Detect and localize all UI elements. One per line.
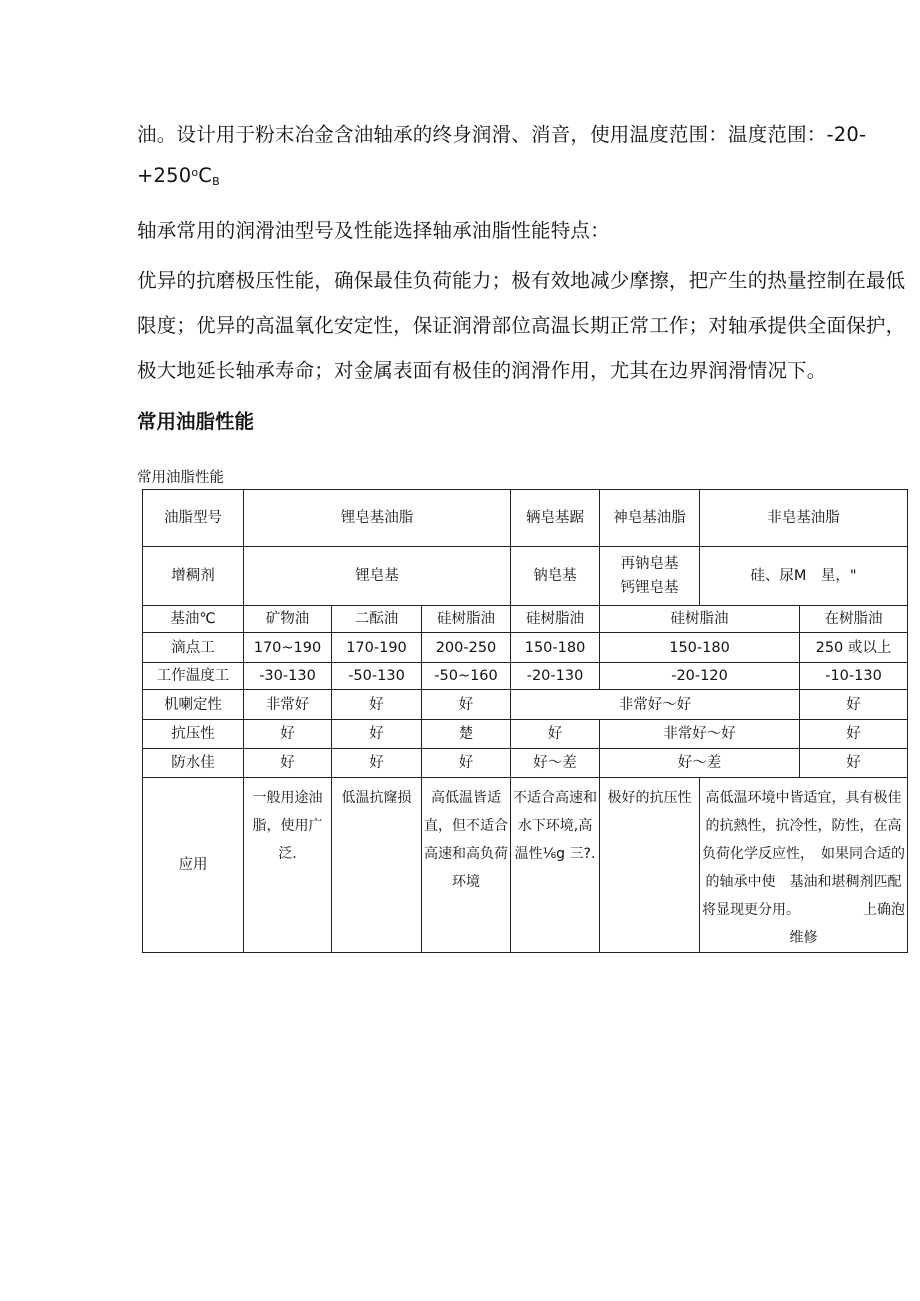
table-cell: 150-180 [511,633,600,663]
cell-thickener-composite [600,547,700,606]
table-cell: 极好的抗压性 [600,778,700,953]
table-cell: -50~160 [422,663,511,690]
degree-mark: o [191,166,199,179]
table-cell: 硅树脂油 [511,606,600,633]
row-label: 油脂型号 [143,490,244,547]
table-cell: -50-130 [332,663,422,690]
table-row-drop-point [143,633,908,663]
paragraph-features: 优异的抗磨极压性能，确保最佳负荷能力；极有效地减少摩擦，把产生的热量控制在最低限度；优异的高温氧化安定性，保证润滑部位高温长期正常工作；对轴承提供全面保护，极大地延长轴承寿命；对金属表面有极佳的润滑作用，尤其在边界润滑情况下。 [137,269,906,382]
table-cell: 好 [332,690,422,720]
table-cell: 好〜差 [600,749,800,778]
table-cell: 170-190 [332,633,422,663]
cell-thickener-non-soap: 硅、尿M 星，" [700,547,908,606]
row-label: 工作温度工 [143,663,244,690]
table-cell: 高低温环境中皆适宜，具有极佳的抗熱性，抗冷性，防性，在高负荷化学反应性， 如果同合适的的轴承中使 基油和堪稠剂匹配将显现更分用。 上确泡维修 [700,778,908,953]
row-label: 机喇定性 [143,690,244,720]
cell-thickener-sodium: 钠皂基 [511,547,600,606]
temperature-unit: C [198,164,213,187]
table-cell: 非常好〜好 [600,720,800,749]
row-label: 抗压性 [143,720,244,749]
table-row-thickener [143,547,908,606]
paragraph-selection: 轴承常用的润滑油型号及性能选择轴承油脂性能特点： [137,219,610,242]
table-cell: 好 [332,749,422,778]
header-lithium-grease: 锂皂基油脂 [244,490,511,547]
table-cell: 好 [244,720,332,749]
table-cell: 好 [800,690,908,720]
row-label: 增稠剂 [143,547,244,606]
table-cell: 矿物油 [244,606,332,633]
table-cell: -10-130 [800,663,908,690]
table-cell: 非常好 [244,690,332,720]
table-row-water [143,749,908,778]
row-label: 基油℃ [143,606,244,633]
table-cell: 250 或以上 [800,633,908,663]
table-cell: -20-120 [600,663,800,690]
cell-thickener-lithium: 锂皂基 [244,547,511,606]
table-cell: 在树脂油 [800,606,908,633]
row-label: 应用 [143,778,244,953]
table-cell: 一般用途油脂，使用广泛. [244,778,332,953]
table-row-mech-stability [143,690,908,720]
table-cell: 非常好〜好 [511,690,800,720]
table-cell: 好〜差 [511,749,600,778]
table-cell: 硅树脂油 [422,606,511,633]
composite-line-2: 钙锂皂基 [620,580,679,596]
table-cell: 150-180 [600,633,800,663]
table-row-base-oil [143,606,908,633]
row-label: 滴点工 [143,633,244,663]
table-cell: 好 [332,720,422,749]
table-row-application [143,778,908,953]
table-cell: 好 [244,749,332,778]
table-cell: 高低温皆适直，但不适合高速和高负荷环境 [422,778,511,953]
row-label: 防水佳 [143,749,244,778]
header-sodium-grease: 辆皂基踞 [511,490,600,547]
table-cell: 不适合高速和水下环境,高温性⅙g 三?. [511,778,600,953]
table-cell: 好 [800,749,908,778]
table-cell: 好 [422,749,511,778]
table-caption: 常用油脂性能 [137,470,224,486]
table-cell: 好 [511,720,600,749]
table-row-work-temp [143,663,908,690]
table-cell: -30-130 [244,663,332,690]
table-cell: 硅树脂油 [600,606,800,633]
header-non-soap-grease: 非皂基油脂 [700,490,908,547]
unit-tail: B [212,175,220,188]
table-cell: 170~190 [244,633,332,663]
paragraph-grease-intro [137,116,907,201]
paragraph-text: 油。设计用于粉末冶金含油轴承的终身润滑、消音，使用温度范围：温度范围：-20-+250 [137,123,867,187]
table-cell: 楚 [422,720,511,749]
table-cell: 低温抗窿损 [332,778,422,953]
table-cell: 好 [422,690,511,720]
table-cell: 好 [800,720,908,749]
section-heading: 常用油脂性能 [137,410,255,433]
table-cell: 200-250 [422,633,511,663]
composite-line-1: 再钠皂基 [620,556,679,572]
table-cell: 二酝油 [332,606,422,633]
header-composite-grease: 神皂基油脂 [600,490,700,547]
grease-performance-table [142,489,908,953]
table-cell: -20-130 [511,663,600,690]
table-row-grease-type [143,490,908,547]
table-row-pressure [143,720,908,749]
